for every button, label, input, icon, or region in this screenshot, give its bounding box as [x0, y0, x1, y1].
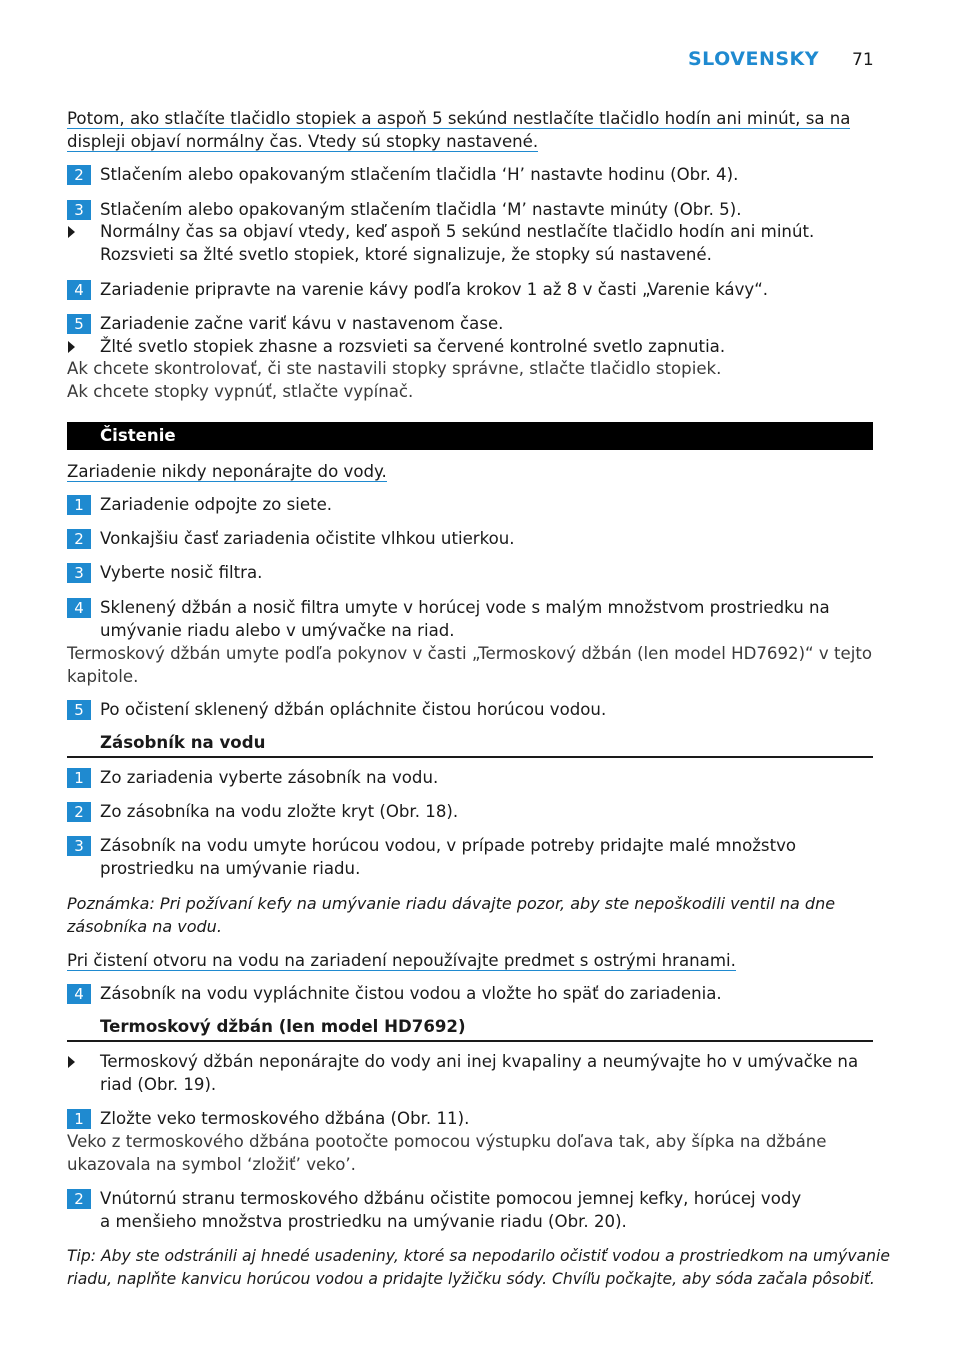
step-text: Vnútornú stranu termoskového džbánu očistite pomocou jemnej kefky, horúcej vody	[100, 1189, 802, 1208]
note-text: Ak chcete skontrolovať, či ste nastavili stopky správne, stlačte tlačidlo stopiek.	[67, 359, 722, 378]
step-text: umývanie riadu alebo v umývačke na riad.	[100, 621, 455, 640]
note-italic: Poznámka: Pri požívaní kefy na umývanie riadu dávajte pozor, aby ste nepoškodili ventil na dne	[67, 894, 836, 913]
step-text: Po očistení sklenený džbán opláchnite čistou horúcou vodou.	[100, 700, 607, 719]
step-text: Zariadenie pripravte na varenie kávy podľa krokov 1 až 8 v časti „Varenie kávy“.	[100, 280, 769, 299]
result-text: Žlté svetlo stopiek zhasne a rozsvieti sa červené kontrolné svetlo zapnutia.	[100, 337, 726, 356]
step-text: Zariadenie odpojte zo siete.	[100, 495, 333, 514]
step-number: 3	[67, 200, 91, 220]
section-bar-cleaning	[67, 422, 873, 450]
intro-line-1: Potom, ako stlačíte tlačidlo stopiek a aspoň 5 sekúnd nestlačíte tlačidlo hodín ani minút, sa na	[67, 109, 851, 128]
step-number: 4	[67, 598, 91, 618]
language-heading: SLOVENSKY	[688, 48, 820, 70]
tip-italic: riadu, naplňte kanvicu horúcou vodou a pridajte lyžičku sódy. Chvíľu počkajte, aby sóda začala pôsobiť.	[67, 1270, 875, 1288]
step-text: Zo zariadenia vyberte zásobník na vodu.	[100, 768, 439, 787]
step-text: Stlačením alebo opakovaným stlačením tlačidla ‘M’ nastavte minúty (Obr. 5).	[100, 200, 742, 219]
step-text: Sklenený džbán a nosič filtra umyte v horúcej vode s malým množstvom prostriedku na	[100, 598, 830, 617]
section-title: Čistenie	[100, 426, 176, 445]
page-number: 71	[852, 50, 874, 70]
subsection-title: Termoskový džbán (len model HD7692)	[100, 1017, 466, 1036]
step-number: 3	[67, 563, 91, 583]
step-text: prostriedku na umývanie riadu.	[100, 859, 361, 878]
result-bullet-icon	[68, 226, 75, 238]
step-text: Stlačením alebo opakovaným stlačením tlačidla ‘H’ nastavte hodinu (Obr. 4).	[100, 165, 739, 184]
step-text: Vonkajšiu časť zariadenia očistite vlhkou utierkou.	[100, 529, 515, 548]
note-text: kapitole.	[67, 667, 139, 686]
step-number: 5	[67, 314, 91, 334]
step-number: 4	[67, 984, 91, 1004]
subsection-rule	[67, 1040, 873, 1042]
result-text: Rozsvieti sa žlté svetlo stopiek, ktoré signalizuje, že stopky sú nastavené.	[100, 245, 712, 264]
note-text: Veko z termoskového džbána pootočte pomocou výstupku doľava tak, aby šípka na džbáne	[67, 1132, 827, 1151]
result-bullet-icon	[68, 341, 75, 353]
step-number: 3	[67, 836, 91, 856]
step-text: Zariadenie začne variť kávu v nastavenom čase.	[100, 314, 504, 333]
bullet-icon	[68, 1056, 75, 1068]
note-text: ukazovala na symbol ‘zložiť’ veko’.	[67, 1155, 356, 1174]
step-text: Zásobník na vodu vypláchnite čistou vodou a vložte ho späť do zariadenia.	[100, 984, 722, 1003]
note-italic: zásobníka na vodu.	[67, 917, 222, 936]
step-number: 5	[67, 700, 91, 720]
step-number: 1	[67, 495, 91, 515]
water-tank-warning: Pri čistení otvoru na vodu na zariadení nepoužívajte predmet s ostrými hranami.	[67, 951, 736, 970]
step-text: Zo zásobníka na vodu zložte kryt (Obr. 18).	[100, 802, 459, 821]
subsection-rule	[67, 756, 873, 758]
cleaning-warning: Zariadenie nikdy neponárajte do vody.	[67, 462, 387, 481]
step-text: Zložte veko termoskového džbána (Obr. 11).	[100, 1109, 470, 1128]
step-number: 1	[67, 768, 91, 788]
result-text: Normálny čas sa objaví vtedy, keď aspoň 5 sekúnd nestlačíte tlačidlo hodín ani minút.	[100, 222, 815, 241]
step-text: Vyberte nosič filtra.	[100, 563, 263, 582]
subsection-title: Zásobník na vodu	[100, 733, 266, 752]
tip-italic: Tip: Aby ste odstránili aj hnedé usadeniny, ktoré sa nepodarilo očistiť vodou a prostriedkom na umývanie	[67, 1247, 890, 1265]
bullet-text: riad (Obr. 19).	[100, 1075, 217, 1094]
step-number: 2	[67, 802, 91, 822]
step-text: a menšieho množstva prostriedku na umývanie riadu (Obr. 20).	[100, 1212, 627, 1231]
note-text: Termoskový džbán umyte podľa pokynov v časti „Termoskový džbán (len model HD7692)“ v tejto	[67, 644, 873, 663]
intro-line-2: displeji objaví normálny čas. Vtedy sú stopky nastavené.	[67, 132, 539, 151]
step-number: 4	[67, 280, 91, 300]
step-number: 2	[67, 529, 91, 549]
note-text: Ak chcete stopky vypnúť, stlačte vypínač.	[67, 382, 414, 401]
step-number: 2	[67, 1189, 91, 1209]
bullet-text: Termoskový džbán neponárajte do vody ani inej kvapaliny a neumývajte ho v umývačke na	[100, 1052, 859, 1071]
step-text: Zásobník na vodu umyte horúcou vodou, v prípade potreby pridajte malé množstvo	[100, 836, 797, 855]
step-number: 2	[67, 165, 91, 185]
step-number: 1	[67, 1109, 91, 1129]
